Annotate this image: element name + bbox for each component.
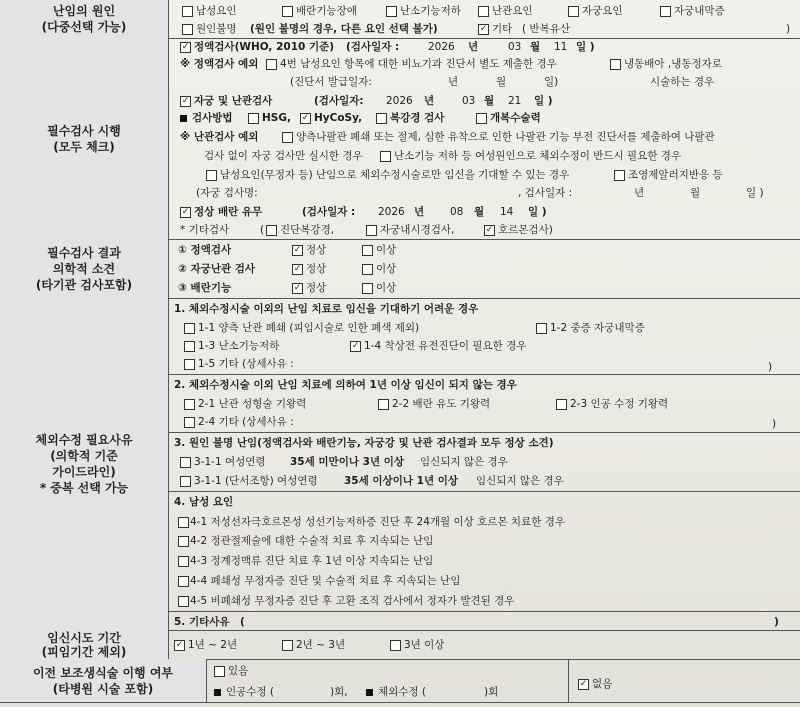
- reason-section-3-title: 3. 원인 불명 난임(정액검사와 배란기능, 자궁강 및 난관 검사결과 모두 정상 소견): [174, 437, 554, 449]
- row-divider: [0, 702, 800, 703]
- semen-issue-month-unit: 월: [496, 76, 507, 88]
- result-semen-abnormal: 이상: [376, 244, 397, 256]
- result-uterus-normal-checkbox[interactable]: [292, 264, 303, 275]
- semen-test-checkbox[interactable]: [180, 42, 191, 53]
- reason-3-1-exception-prefix: 3-1-1 (단서조항) 여성연령: [194, 475, 318, 487]
- ovulation-test-checkbox[interactable]: [180, 207, 191, 218]
- reason-4-3: 4-3 정계정맥류 진단 치료 후 1년 이상 지속되는 난임: [190, 555, 434, 567]
- uterus-method-checkbox-laparotomy[interactable]: [476, 113, 487, 124]
- history-iui-unit: )회,: [330, 686, 348, 698]
- history-no-checkbox[interactable]: [578, 679, 589, 690]
- ovulation-date-month: 08: [450, 206, 464, 218]
- semen-issue-date-label: (진단서 발급일자:: [290, 76, 372, 88]
- uterus-alt-month-unit: 월: [690, 187, 701, 199]
- result-uterus-name: ② 자궁난관 검사: [178, 263, 256, 275]
- cause-option-unknown: 원인불명: [196, 23, 237, 35]
- period-label: [0, 630, 169, 659]
- reason-4-1-checkbox[interactable]: [178, 517, 189, 528]
- reason-1-2: 1-2 중증 자궁내막증: [550, 322, 645, 334]
- uterus-method-label: 검사방법: [192, 112, 233, 124]
- semen-exception-option-1: 4번 남성요인 항목에 대한 비뇨기과 진단서 별도 제출한 경우: [280, 58, 557, 70]
- required-label: [0, 38, 169, 239]
- cause-other-value: ( 반복유산: [522, 23, 571, 35]
- result-ovulation-normal-checkbox[interactable]: [292, 283, 303, 294]
- reason-1-2-checkbox[interactable]: [536, 323, 547, 334]
- other-test-checkbox-laparoscopy[interactable]: [266, 225, 277, 236]
- reason-3-1-suffix: 임신되지 않은 경우: [420, 456, 508, 468]
- result-semen-name: ① 정액검사: [178, 244, 232, 256]
- cause-checkbox-ovulation[interactable]: [282, 6, 293, 17]
- uterus-method-laparotomy: 개복수술력: [490, 112, 541, 124]
- cause-close-paren: ): [786, 23, 791, 35]
- semen-exception-title: ※ 정액검사 예외: [180, 58, 259, 70]
- result-uterus-normal: 정상: [306, 263, 327, 275]
- semen-exception-checkbox-2[interactable]: [610, 59, 621, 70]
- tube-exception-checkbox-4[interactable]: [614, 170, 625, 181]
- result-semen-abnormal-checkbox[interactable]: [362, 245, 373, 256]
- result-semen-normal-checkbox[interactable]: [292, 245, 303, 256]
- reason-3-1-exception-bold: 35세 이상이나 1년 이상: [344, 475, 459, 487]
- reason-4-4: 4-4 폐쇄성 무정자증 진단 및 수술적 치료 후 지속되는 난임: [190, 575, 461, 587]
- reason-1-4-checkbox[interactable]: [350, 341, 361, 352]
- column-divider: [568, 659, 569, 702]
- ovulation-date-day-unit: 일 ): [528, 206, 547, 218]
- history-iui-label: 인공수정 (: [226, 686, 275, 698]
- required-label-title: 필수검사 시행: [47, 123, 121, 138]
- ovulation-date-day: 14: [500, 206, 514, 218]
- cause-option-ovulation: 배란기능장애: [296, 5, 357, 17]
- results-label-title: 필수검사 결과: [47, 245, 121, 260]
- uterus-alt-test-name-label: (자궁 검사명:: [196, 187, 258, 199]
- semen-date-day: 11: [554, 41, 568, 53]
- period-checkbox-1-2y[interactable]: [174, 640, 185, 651]
- bullet-square-icon: [214, 689, 221, 696]
- reason-3-1-exception-suffix: 임신되지 않은 경우: [476, 475, 564, 487]
- results-label-subtitle: 의학적 소견: [52, 261, 116, 276]
- reason-section-1-title: 1. 체외수정시술 이외의 난임 치료로 임신을 기대하기 어려운 경우: [174, 303, 479, 315]
- reason-3-1-exception-checkbox[interactable]: [180, 476, 191, 487]
- reason-3-1-checkbox[interactable]: [180, 457, 191, 468]
- tube-exception-option-2: 난소기능 저하 등 여성원인으로 체외수정이 반드시 필요한 경우: [394, 150, 682, 162]
- history-yes-checkbox[interactable]: [214, 666, 225, 677]
- uterus-test-checkbox[interactable]: [180, 96, 191, 107]
- ovulation-date-label: (검사일자 :: [302, 206, 356, 218]
- uterus-alt-day-unit: 일 ): [746, 187, 764, 199]
- result-ovulation-name: ③ 배란기능: [178, 282, 232, 294]
- uterus-method-checkbox-hsg[interactable]: [248, 113, 259, 124]
- reason-1-1-checkbox[interactable]: [184, 323, 195, 334]
- results-label: [0, 239, 169, 298]
- other-test-hysteroscopy: 자궁내시경검사,: [380, 224, 455, 236]
- reason-1-5: 1-5 기타 (상세사유 :: [198, 358, 294, 370]
- reason-2-1: 2-1 난관 성형술 기왕력: [198, 398, 307, 410]
- reasons-label-line3: 가이드라인): [52, 465, 116, 479]
- history-label-note: (타병원 시술 포함): [52, 681, 154, 696]
- period-option-1-2y: 1년 ~ 2년: [188, 639, 238, 651]
- semen-date-label: (검사일자 :: [346, 41, 400, 53]
- tube-exception-option-3: 남성요인(무정자 등) 난임으로 체외수정시술로만 임신을 기대할 수 있는 경우: [220, 169, 570, 181]
- semen-date-year: 2026: [428, 41, 455, 53]
- result-uterus-abnormal-checkbox[interactable]: [362, 264, 373, 275]
- period-label-note: (피임기간 제외): [41, 644, 127, 659]
- cause-checkbox-tube[interactable]: [478, 6, 489, 17]
- other-test-checkbox-hysteroscopy[interactable]: [366, 225, 377, 236]
- uterus-date-label: (검사일자:: [314, 95, 364, 107]
- reason-1-1: 1-1 양측 난관 폐쇄 (피임시술로 인한 폐색 제외): [198, 322, 420, 334]
- semen-issue-day-unit: 일): [544, 76, 559, 88]
- reason-4-4-checkbox[interactable]: [178, 576, 189, 587]
- uterus-method-laparoscopy: 복강경 검사: [390, 112, 445, 124]
- period-label-title: 임신시도 기간: [47, 630, 121, 645]
- section-divider: [168, 611, 800, 612]
- reason-1-5-checkbox[interactable]: [184, 359, 195, 370]
- cause-checkbox-male[interactable]: [182, 6, 193, 17]
- section-divider: [168, 374, 800, 375]
- tube-exception-option-1b: 검사 없이 자궁 검사만 실시한 경우: [204, 150, 363, 162]
- cause-option-uterus: 자궁요인: [582, 5, 623, 17]
- tube-exception-checkbox-1[interactable]: [282, 132, 293, 143]
- cause-checkbox-uterus[interactable]: [568, 6, 579, 17]
- required-label-note: (모두 체크): [53, 139, 115, 154]
- cause-option-ovary: 난소기능저하: [400, 5, 461, 17]
- section-divider: [168, 432, 800, 433]
- cause-checkbox-unknown[interactable]: [182, 24, 193, 35]
- results-label-note: (타기관 검사포함): [35, 277, 133, 292]
- semen-exception-option-2b: 시술하는 경우: [650, 76, 715, 88]
- reason-3-1-prefix: 3-1-1 여성연령: [194, 456, 266, 468]
- uterus-date-year-unit: 년: [424, 95, 435, 107]
- reason-1-3-checkbox[interactable]: [184, 341, 195, 352]
- period-checkbox-3y-plus[interactable]: [390, 640, 401, 651]
- semen-test-title: 정액검사(WHO, 2010 기준): [194, 41, 335, 53]
- uterus-method-hsg: HSG,: [262, 112, 291, 124]
- reason-4-3-checkbox[interactable]: [178, 556, 189, 567]
- reason-2-3-checkbox[interactable]: [556, 399, 567, 410]
- semen-date-day-unit: 일 ): [576, 41, 595, 53]
- ovulation-date-month-unit: 월: [474, 206, 485, 218]
- reason-1-5-close-paren: ): [768, 361, 773, 373]
- reason-5-close-paren: ): [774, 616, 779, 628]
- reasons-label-note: * 중복 선택 가능: [39, 481, 129, 495]
- reasons-label-title: 체외수정 필요사유: [35, 433, 133, 447]
- other-tests-label: * 기타검사: [180, 224, 230, 236]
- reason-4-2: 4-2 정관절제술에 대한 수술적 치료 후 지속되는 난임: [190, 535, 434, 547]
- reason-section-4-title: 4. 남성 요인: [174, 496, 234, 508]
- uterus-date-month-unit: 월: [484, 95, 495, 107]
- reason-section-5-title: 5. 기타사유: [174, 616, 230, 628]
- semen-exception-checkbox-1[interactable]: [266, 59, 277, 70]
- tube-exception-checkbox-2[interactable]: [380, 151, 391, 162]
- reason-3-1-bold: 35세 미만이나 3년 이상: [290, 456, 405, 468]
- semen-date-month: 03: [508, 41, 522, 53]
- reasons-label: [0, 298, 169, 630]
- reason-1-4: 1-4 착상전 유전진단이 필요한 경우: [364, 340, 527, 352]
- history-yes: 있음: [228, 665, 249, 677]
- section-divider: [168, 491, 800, 492]
- reason-2-2-checkbox[interactable]: [378, 399, 389, 410]
- history-label: [0, 659, 207, 702]
- semen-date-month-unit: 월: [530, 41, 541, 53]
- reason-section-2-title: 2. 체외수정시술 이외 난임 치료에 의하여 1년 이상 임신이 되지 않는 경우: [174, 379, 517, 391]
- history-ivf-label: 체외수정 (: [378, 686, 427, 698]
- bullet-square-icon: [366, 689, 373, 696]
- cause-option-tube: 난관요인: [492, 5, 533, 17]
- tube-exception-title: ※ 난관검사 예외: [180, 131, 259, 143]
- cause-checkbox-ovary[interactable]: [386, 6, 397, 17]
- uterus-method-checkbox-hycosy[interactable]: [300, 113, 311, 124]
- tube-exception-checkbox-3[interactable]: [206, 170, 217, 181]
- reason-5-open-paren: (: [240, 616, 245, 628]
- cause-option-other: 기타: [492, 23, 513, 35]
- bullet-square-icon: [180, 115, 187, 122]
- period-option-3y-plus: 3년 이상: [404, 639, 445, 651]
- result-ovulation-abnormal-checkbox[interactable]: [362, 283, 373, 294]
- other-test-checkbox-hormone[interactable]: [484, 225, 495, 236]
- uterus-date-year: 2026: [386, 95, 413, 107]
- uterus-date-day-unit: 일 ): [534, 95, 553, 107]
- reason-1-3: 1-3 난소기능저하: [198, 340, 280, 352]
- uterus-test-title: 자궁 및 난관검사: [194, 95, 273, 107]
- reason-4-2-checkbox[interactable]: [178, 536, 189, 547]
- tube-exception-option-4: 조영제알러지반응 등: [628, 169, 723, 181]
- other-test-laparoscopy: 진단복강경,: [280, 224, 335, 236]
- period-option-2-3y: 2년 ~ 3년: [296, 639, 346, 651]
- reason-2-1-checkbox[interactable]: [184, 399, 195, 410]
- reason-4-5-checkbox[interactable]: [178, 596, 189, 607]
- reason-2-2: 2-2 배란 유도 기왕력: [392, 398, 491, 410]
- tube-exception-option-1: 양측나팔관 폐쇄 또는 절제, 심한 유착으로 인한 나팔관 기능 부전 진단서를 제출하여 나팔관: [296, 131, 715, 143]
- reasons-label-line2: (의학적 기준: [50, 449, 118, 463]
- reason-2-4-checkbox[interactable]: [184, 417, 195, 428]
- cause-label-title: 난임의 원인: [52, 4, 116, 18]
- history-ivf-unit: )회: [484, 686, 499, 698]
- uterus-alt-year-unit: 년: [634, 187, 645, 199]
- ovulation-date-year: 2026: [378, 206, 405, 218]
- uterus-alt-date-label: , 검사일자 :: [518, 187, 573, 199]
- cause-checkbox-endometriosis[interactable]: [660, 6, 671, 17]
- history-label-title: 이전 보조생식술 이행 여부: [32, 665, 174, 680]
- ovulation-date-year-unit: 년: [414, 206, 425, 218]
- reason-2-4: 2-4 기타 (상세사유 :: [198, 416, 294, 428]
- history-no: 없음: [592, 678, 613, 690]
- reason-4-1: 4-1 저성선자극호르몬성 성선기능저하증 진단 후 24개월 이상 호르몬 치료한 경우: [190, 516, 565, 528]
- other-tests-open-paren: (: [260, 224, 265, 236]
- semen-issue-year-unit: 년: [448, 76, 459, 88]
- uterus-date-month: 03: [462, 95, 476, 107]
- result-semen-normal: 정상: [306, 244, 327, 256]
- reason-2-3: 2-3 인공 수정 기왕력: [570, 398, 669, 410]
- reason-4-5: 4-5 비폐쇄성 무정자증 진단 후 고환 조직 검사에서 정자가 발견된 경우: [190, 595, 515, 607]
- uterus-method-checkbox-laparoscopy[interactable]: [376, 113, 387, 124]
- semen-date-year-unit: 년: [468, 41, 479, 53]
- semen-exception-option-2: 냉동배아 ,냉동정자로: [624, 58, 722, 70]
- other-test-hormone: 호르몬검사): [498, 224, 553, 236]
- result-ovulation-normal: 정상: [306, 282, 327, 294]
- cause-label: [0, 0, 169, 38]
- period-checkbox-2-3y[interactable]: [282, 640, 293, 651]
- uterus-date-day: 21: [508, 95, 522, 107]
- ovulation-test-title: 정상 배란 유무: [194, 206, 263, 218]
- reason-2-4-close-paren: ): [772, 418, 777, 430]
- cause-label-note: (다중선택 가능): [41, 20, 127, 34]
- result-ovulation-abnormal: 이상: [376, 282, 397, 294]
- cause-option-endometriosis: 자궁내막증: [674, 5, 725, 17]
- cause-unknown-note: (원인 불명의 경우, 다른 요인 선택 불가): [250, 23, 438, 35]
- uterus-method-hycosy: HyCoSy,: [314, 112, 363, 124]
- result-uterus-abnormal: 이상: [376, 263, 397, 275]
- cause-option-male: 남성요인: [196, 5, 237, 17]
- cause-checkbox-other[interactable]: [478, 24, 489, 35]
